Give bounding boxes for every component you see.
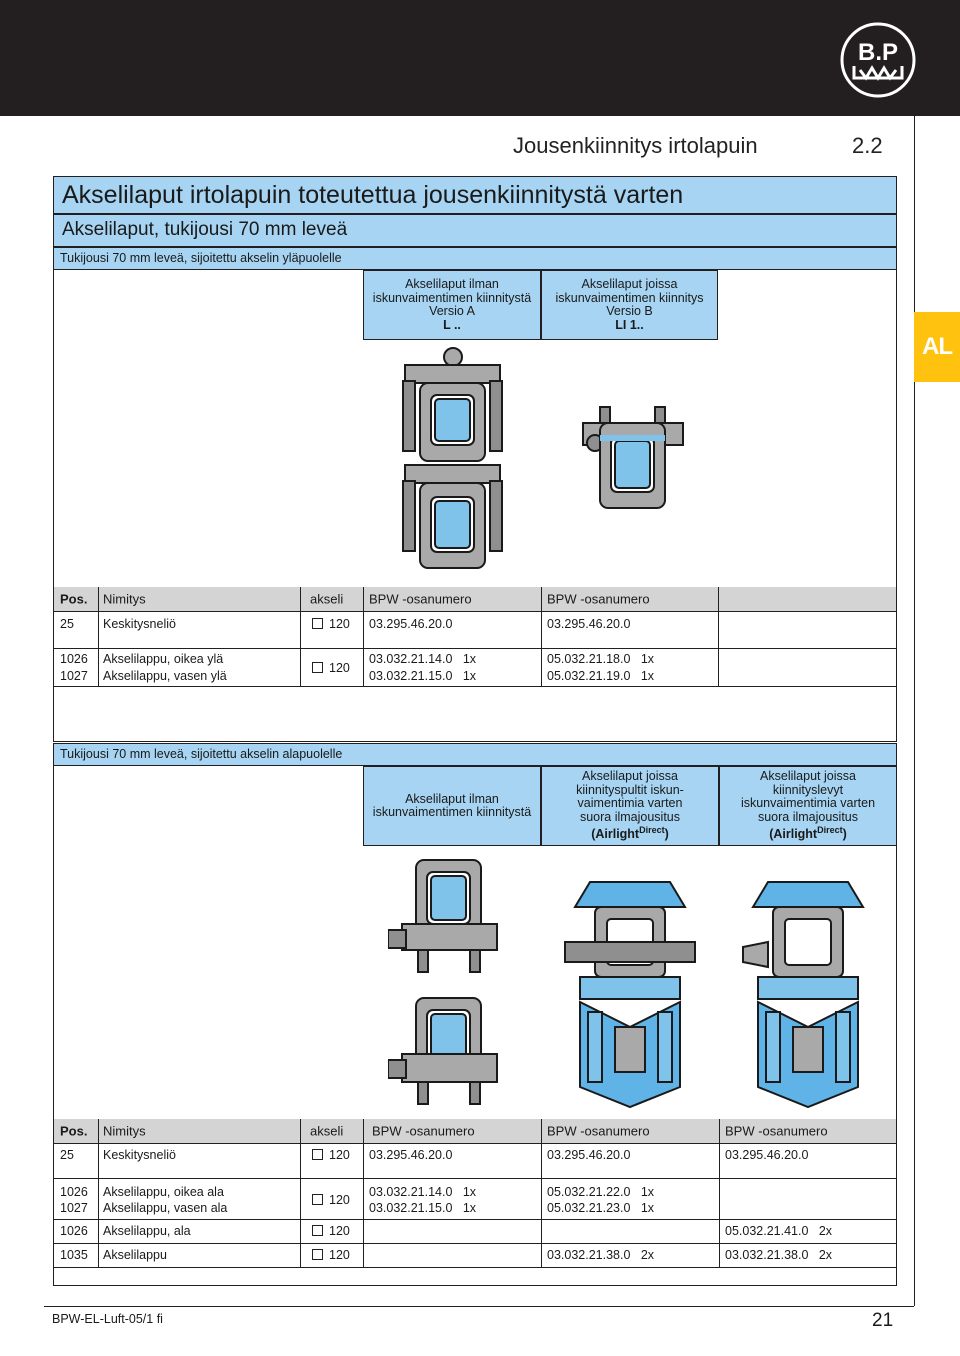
square-icon (312, 1194, 323, 1205)
square-icon (312, 1225, 323, 1236)
col-bpw-c-label: BPW -osanumero (725, 1123, 828, 1139)
row-name: Akselilappu, vasen ylä (103, 669, 227, 683)
section2-caption: Tukijousi 70 mm leveä, sijoitettu akselin alapuolelle (53, 743, 897, 766)
row-bpw-a: 03.295.46.20.0 (369, 1147, 453, 1162)
col-bpw-b-label: BPW -osanumero (547, 1123, 650, 1139)
col-axle-label: akseli (310, 591, 344, 607)
section1-col-a-header (363, 270, 541, 340)
row-name: Keskitysneliö (103, 1147, 176, 1162)
row-bpw-b: 03.295.46.20.0 (547, 616, 631, 631)
table-row (54, 1143, 896, 1166)
row-bpw-a: 03.032.21.15.0 1x (369, 1201, 477, 1215)
row-name: Akselilappu, oikea ylä (103, 652, 224, 666)
airlight-text: (Airlight (591, 827, 640, 842)
table-row (54, 1243, 896, 1267)
page-title: Akselilaput irtolapuin toteutettua jousenkiinnitystä varten (53, 176, 897, 214)
col-a-line1: Akselilaput ilman (405, 791, 499, 806)
airlight-direct-bolt-illustration (560, 852, 700, 1112)
bpw-logo-icon (838, 20, 918, 100)
svg-text:B.P: B.P (857, 39, 899, 66)
row-pos: 1027 (60, 1201, 88, 1215)
col-divider (363, 587, 364, 686)
row-bpw-b: 03.295.46.20.0 (547, 1147, 631, 1162)
col-divider (300, 587, 301, 686)
square-icon (312, 618, 323, 629)
table-row (54, 650, 896, 686)
axle-plate-upper-illustration (395, 345, 510, 470)
airlight-text: (Airlight (769, 827, 818, 842)
row-pos: 1026 (60, 1185, 88, 1199)
row-axle: 120 (329, 616, 350, 631)
row-bpw-a: 03.032.21.14.0 1x (369, 652, 477, 666)
divider (54, 686, 896, 687)
col-b-airlight (542, 824, 718, 842)
col-b-line2: iskunvaimentimen kiinnitys (555, 290, 704, 305)
divider (54, 648, 896, 649)
col-bpw-a-label: BPW -osanumero (372, 1123, 475, 1139)
footer-rule (44, 1306, 914, 1307)
col-b-line1: Akselilaput joissa (582, 769, 678, 784)
section1-col-b-header (541, 270, 718, 340)
col-bpw-a-label: BPW -osanumero (369, 591, 472, 607)
row-name: Akselilappu, vasen ala (103, 1201, 228, 1215)
row-pos: 1027 (60, 669, 88, 683)
section2-col-b-header (541, 766, 719, 846)
col-axle-label: akseli (310, 1123, 344, 1139)
airlight-close: ) (664, 827, 669, 842)
row-bpw-a: 03.295.46.20.0 (369, 616, 453, 631)
square-icon (312, 1249, 323, 1260)
square-icon (312, 1149, 323, 1160)
row-bpw-c: 05.032.21.41.0 2x (725, 1224, 833, 1238)
table-row (54, 1182, 896, 1218)
col-c-line3: iskunvaimentimia varten (740, 796, 876, 811)
col-divider (541, 1119, 542, 1267)
col-b-line3: Versio B (606, 304, 653, 318)
col-a-line2: iskunvaimentimen kiinnitystä (372, 290, 532, 305)
row-axle: 120 (329, 661, 350, 675)
row-axle: 120 (329, 1193, 350, 1207)
divider (54, 1267, 896, 1268)
section-title: Jousenkiinnitys irtolapuin (513, 133, 758, 158)
col-divider (98, 1119, 99, 1267)
row-bpw-b: 05.032.21.22.0 1x (547, 1185, 655, 1199)
section1-caption: Tukijousi 70 mm leveä, sijoitettu akselin yläpuolelle (53, 247, 897, 270)
row-bpw-a: 03.032.21.15.0 1x (369, 669, 477, 683)
row-pos: 1026 (60, 652, 88, 666)
row-name: Keskitysneliö (103, 616, 176, 631)
row-bpw-b: 03.032.21.38.0 2x (547, 1248, 655, 1262)
axle-plate-lower-illustration (395, 455, 510, 580)
top-bar (0, 0, 960, 116)
axle-plate-below-b-illustration (388, 990, 508, 1120)
section2-col-c-header (719, 766, 897, 846)
table-row (54, 611, 896, 636)
section2-col-a-header (363, 766, 541, 846)
divider (54, 1178, 896, 1179)
col-divider (363, 1119, 364, 1267)
col-a-line3: Versio A (429, 304, 475, 318)
section2-table-header (54, 1119, 896, 1143)
row-bpw-c: 03.295.46.20.0 (725, 1147, 809, 1162)
col-b-line1: Akselilaput joissa (581, 277, 678, 291)
row-bpw-c: 03.032.21.38.0 2x (725, 1248, 833, 1262)
section1-table-header (54, 587, 896, 611)
col-c-line2: kiinnityslevyt (772, 782, 844, 797)
col-name-label: Nimitys (103, 591, 146, 607)
row-bpw-b: 05.032.21.23.0 1x (547, 1201, 655, 1215)
col-divider (718, 587, 719, 686)
section-side-tab[interactable]: AL (914, 312, 960, 382)
row-pos: 1026 (60, 1224, 88, 1238)
page-subtitle: Akselilaput, tukijousi 70 mm leveä (53, 214, 897, 247)
row-pos: 25 (60, 616, 74, 631)
row-bpw-b: 05.032.21.19.0 1x (547, 669, 655, 683)
row-name: Akselilappu (103, 1248, 167, 1262)
row-axle: 120 (329, 1147, 350, 1162)
table-row (54, 1219, 896, 1243)
right-margin-line (914, 116, 915, 1306)
col-c-line4: suora ilmajousitus (757, 809, 859, 824)
doc-code: BPW-EL-Luft-05/1 (52, 1312, 154, 1326)
col-b-line2: kiinnityspultit iskun- (576, 782, 684, 797)
col-pos-label: Pos. (60, 1123, 88, 1139)
section-number: 2.2 (852, 133, 883, 158)
airlight-close: ) (842, 827, 847, 842)
row-bpw-b: 05.032.21.18.0 1x (547, 652, 655, 666)
col-divider (719, 1119, 720, 1267)
col-b-line4: suora ilmajousitus (579, 809, 681, 824)
axle-plate-below-a-illustration (388, 852, 508, 982)
col-b-line3: vaimentimia varten (577, 796, 683, 811)
col-a-line2: iskunvaimentimen kiinnitystä (372, 805, 532, 819)
row-pos: 1035 (60, 1248, 88, 1262)
footer-doc-code (52, 1312, 163, 1326)
direct-superscript: Direct (639, 825, 665, 836)
col-name-label: Nimitys (103, 1123, 146, 1139)
col-bpw-b-label: BPW -osanumero (547, 591, 650, 607)
page-number: 21 (872, 1310, 894, 1331)
row-name: Akselilappu, ala (103, 1224, 191, 1238)
col-pos-label: Pos. (60, 591, 88, 607)
direct-superscript: Direct (817, 825, 843, 836)
col-a-line4: L .. (443, 317, 461, 332)
row-pos: 25 (60, 1147, 74, 1162)
col-c-line1: Akselilaput joissa (760, 769, 856, 784)
row-name: Akselilappu, oikea ala (103, 1185, 224, 1199)
row-bpw-a: 03.032.21.14.0 1x (369, 1185, 477, 1199)
col-divider (541, 587, 542, 686)
col-c-airlight (720, 824, 896, 842)
col-a-line1: Akselilaput ilman (405, 277, 499, 291)
row-axle: 120 (329, 1248, 350, 1262)
airlight-direct-plate-illustration (738, 852, 878, 1112)
axle-plate-damper-illustration (575, 395, 690, 520)
col-divider (98, 587, 99, 686)
doc-lang: fi (156, 1312, 163, 1326)
square-icon (312, 662, 323, 673)
col-divider (300, 1119, 301, 1267)
row-axle: 120 (329, 1224, 350, 1238)
col-b-line4: LI 1.. (615, 317, 644, 332)
